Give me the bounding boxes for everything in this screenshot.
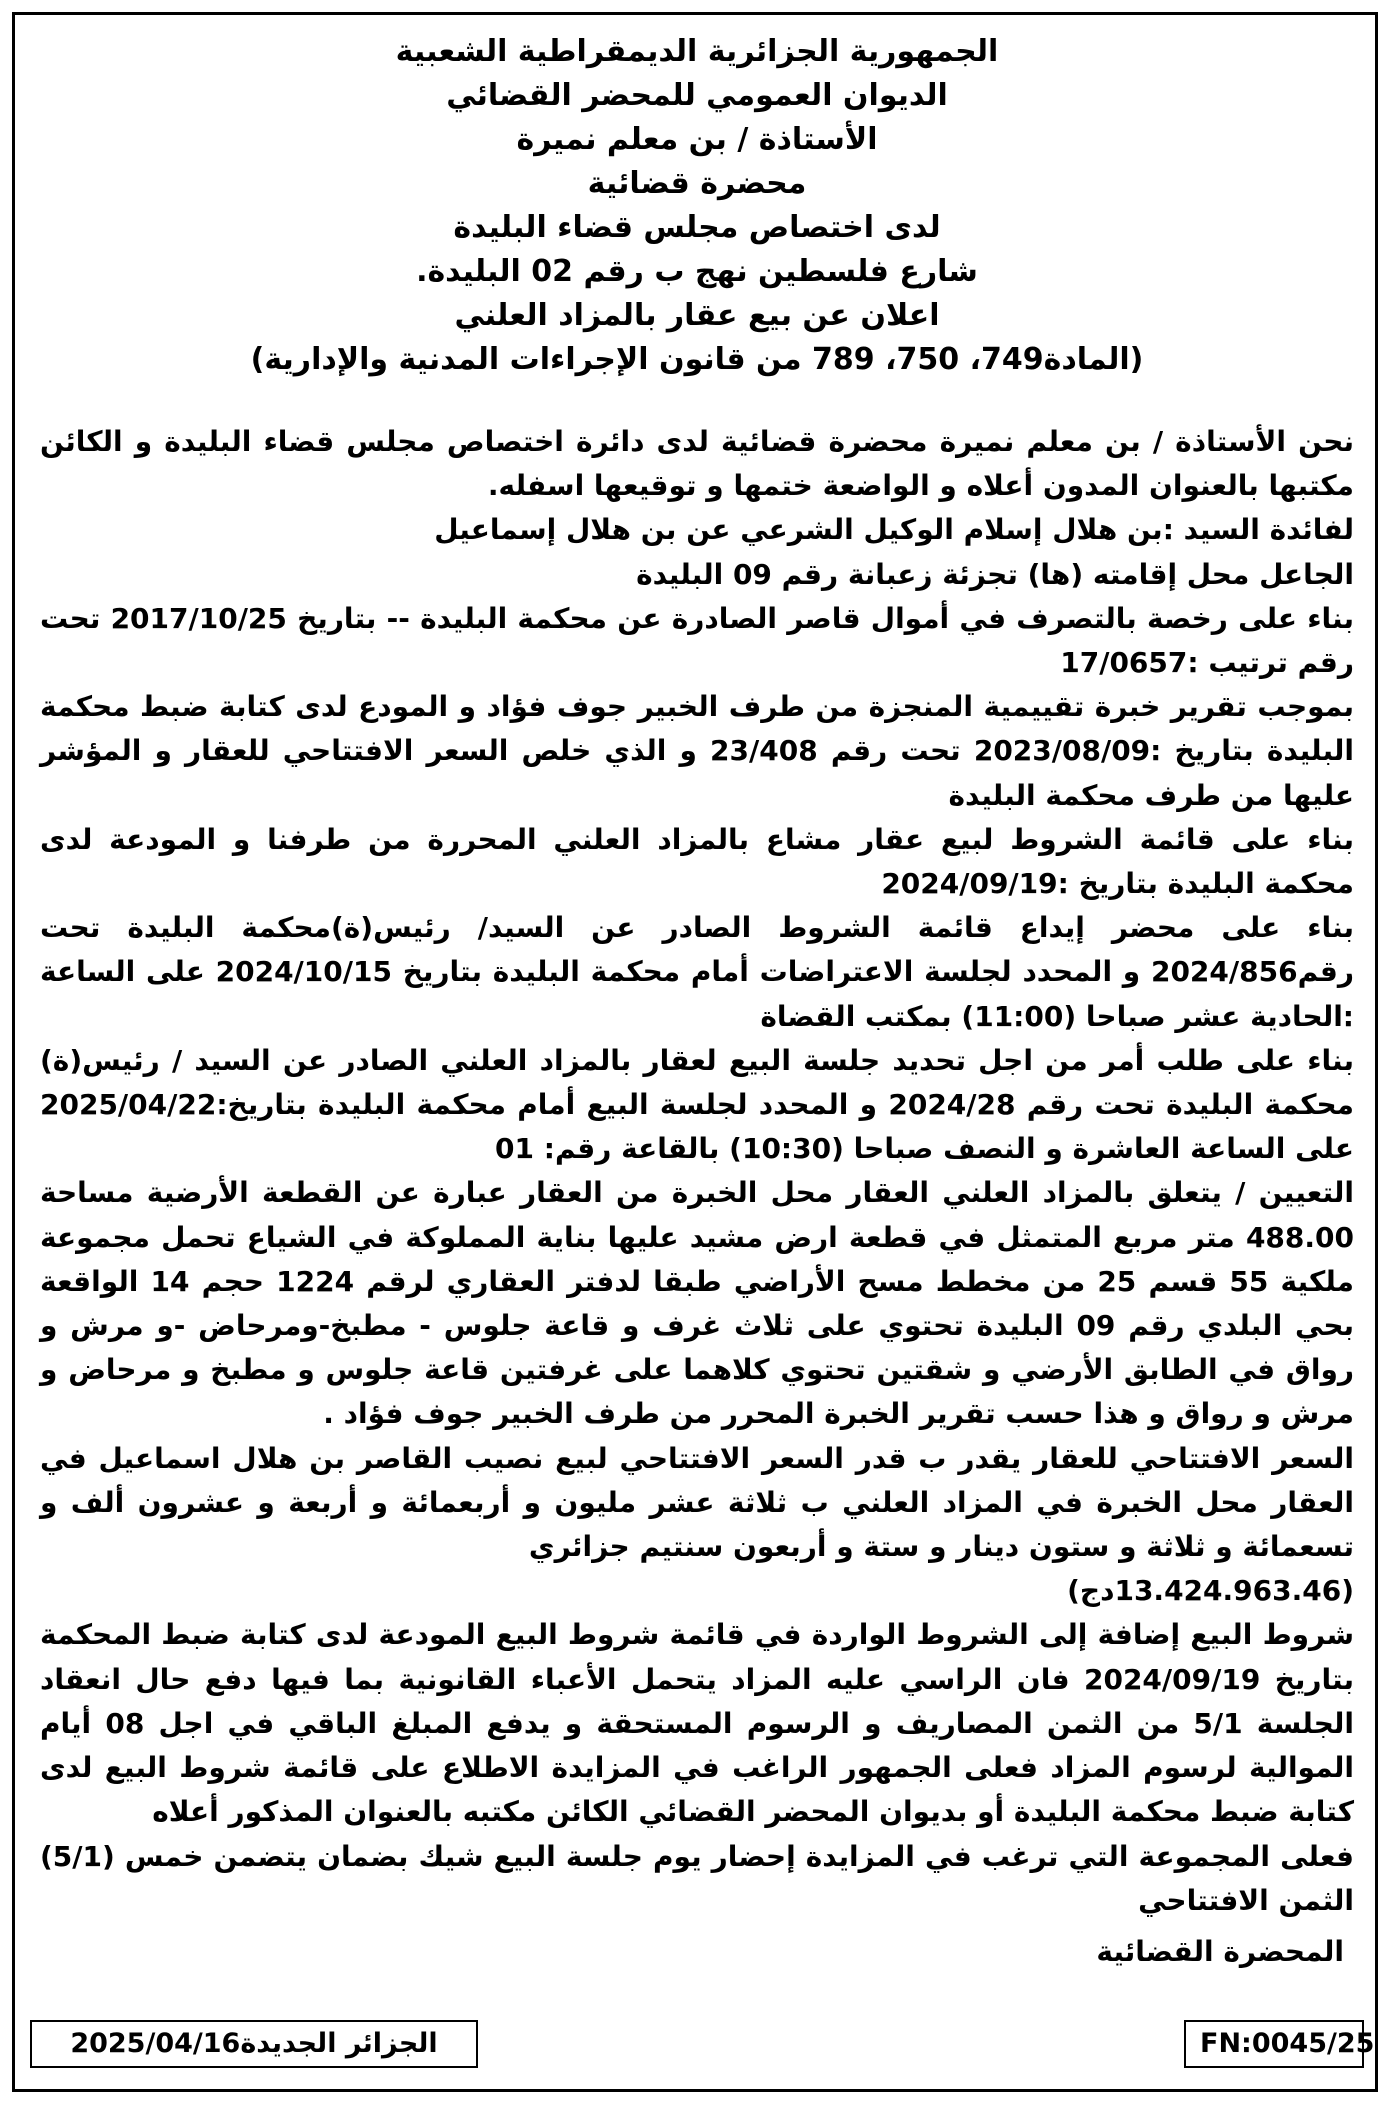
- file-number-box: [1184, 2020, 1375, 2068]
- paragraph-guarantee: فعلى المجموعة التي ترغب في المزايدة إحضار يوم جلسة البيع شيك بضمان يتضمن خمس (5/1) الثمن الافتتاحي: [40, 1839, 1354, 1917]
- paragraph-permit: بناء على رخصة بالتصرف في أموال قاصر الصادرة عن محكمة البليدة -- بتاريخ 2017/10/25 تحت رقم ترتيب :17/0657: [40, 601, 1355, 680]
- republic-title: الجمهورية الجزائرية الديمقراطية الشعبية: [395, 34, 999, 69]
- office-title: الديوان العمومي للمحضر القضائي: [446, 78, 948, 113]
- legal-articles: (المادة749، 750، 789 من قانون الإجراءات المدنية والإدارية): [250, 342, 1144, 377]
- document-header: [40, 30, 1354, 382]
- bailiff-title: محضرة قضائية: [587, 166, 807, 201]
- office-address: شارع فلسطين نهج ب رقم 02 البليدة.: [416, 254, 978, 289]
- paragraph-intro: نحن الأستاذة / بن معلم نميرة محضرة قضائية لدى دائرة اختصاص مجلس قضاء البليدة و الكائن مكتبها بالعنوان المدون أعلاه و الواضعة ختمها و توقيعها اسفله.: [40, 425, 1354, 503]
- paragraph-property-description: التعيين / يتعلق بالمزاد العلني العقار محل الخبرة من العقار عبارة عن القطعة الأرضية مساحة 488.00 متر مربع المتمثل في قطعة ارض مشيد عليها بناية المملوكة في الشياع تحمل مجموعة ملكية 55 قسم 25 من مخطط مسح الأراضي طبقا لدفتر العقاري لرقم 1224 حجم 14 الواقعة بحي البلدي رقم 09 البليدة تحتوي على ثلاث غرف و قاعة جلوس - مطبخ-ومرحاض -و مرش و رواق في الطابق الأرضي و شقتين تحتوي كلاهما على غرفتين قاعة جلوس و مطبخ و مرحاض و مرش و رواق و هذا حسب تقرير الخبرة المحرر من طرف الخبير جوف فؤاد .: [40, 1176, 1355, 1431]
- paragraph-residence: الجاعل محل إقامته (ها) تجزئة زعبانة رقم 09 البليدة: [636, 557, 1354, 591]
- notice-title: اعلان عن بيع عقار بالمزاد العلني: [454, 298, 940, 333]
- file-number: FN:0045/25: [1200, 2028, 1375, 2059]
- paragraph-conditions-list: بناء على قائمة الشروط لبيع عقار مشاع بالمزاد العلني المحررة من طرفنا و المودعة لدى محكمة البليدة بتاريخ :2024/09/19: [40, 822, 1354, 901]
- paragraph-expert-report: بموجب تقرير خبرة تقييمية المنجزة من طرف الخبير جوف فؤاد و المودع لدى كتابة ضبط محكمة البليدة بتاريخ :2023/08/09 تحت رقم 23/408 و الذي خلص السعر الافتتاحي للعقار و المؤشر عليها من طرف محكمة البليدة: [40, 690, 1354, 812]
- newspaper-date: الجزائر الجديدة2025/04/16: [70, 2028, 438, 2059]
- paragraph-opening-price: السعر الافتتاحي للعقار يقدر ب قدر السعر الافتتاحي لبيع نصيب القاصر بن هلال اسماعيل في العقار محل الخبرة في المزاد العلني ب ثلاثة عشر مليون و أربعمائة و أربعة و عشرون ألف و تسعمائة و ثلاثة و ستون دينار و ستة و أربعون سنتيم جزائري: [40, 1441, 1354, 1564]
- paragraph-price-amount: (13.424.963.46دج): [1067, 1574, 1354, 1608]
- jurisdiction: لدى اختصاص مجلس قضاء البليدة: [453, 210, 941, 245]
- signature-label: المحضرة القضائية: [1096, 1935, 1344, 1968]
- notice-body: [40, 420, 1354, 1923]
- bailiff-name: الأستاذة / بن معلم نميرة: [516, 122, 878, 157]
- newspaper-date-box: [30, 2020, 478, 2068]
- paragraph-sale-conditions: شروط البيع إضافة إلى الشروط الواردة في قائمة شروط البيع المودعة لدى كتابة ضبط المحكمة بتاريخ 2024/09/19 فان الراسي عليه المزاد يتحمل الأعباء القانونية بما فيها دفع حال انعقاد الجلسة 5/1 من الثمن المصاريف و الرسوم المستحقة و يدفع المبلغ الباقي في اجل 08 أيام الموالية لرسوم المزاد فعلى الجمهور الراغب في المزايدة الاطلاع على قائمة شروط البيع لدى كتابة ضبط محكمة البليدة أو بديوان المحضر القضائي الكائن مكتبه بالعنوان المذكور أعلاه: [40, 1618, 1355, 1829]
- paragraph-sale-session: بناء على طلب أمر من اجل تحديد جلسة البيع لعقار بالمزاد العلني الصادر عن السيد / رئيس(ة) محكمة البليدة تحت رقم 2024/28 و المحدد لجلسة البيع أمام محكمة البليدة بتاريخ:2025/04/22 على الساعة العاشرة و النصف صباحا (10:30) بالقاعة رقم: 01: [40, 1043, 1355, 1166]
- paragraph-beneficiary: لفائدة السيد :بن هلال إسلام الوكيل الشرعي عن بن هلال إسماعيل: [434, 513, 1354, 547]
- paragraph-deposit-record: بناء على محضر إيداع قائمة الشروط الصادر عن السيد/ رئيس(ة)محكمة البليدة تحت رقم2024/856 و المحدد لجلسة الاعتراضات أمام محكمة البليدة بتاريخ 2024/10/15 على الساعة :الحادية عشر صباحا (11:00) بمكتب القضاة: [40, 911, 1354, 1033]
